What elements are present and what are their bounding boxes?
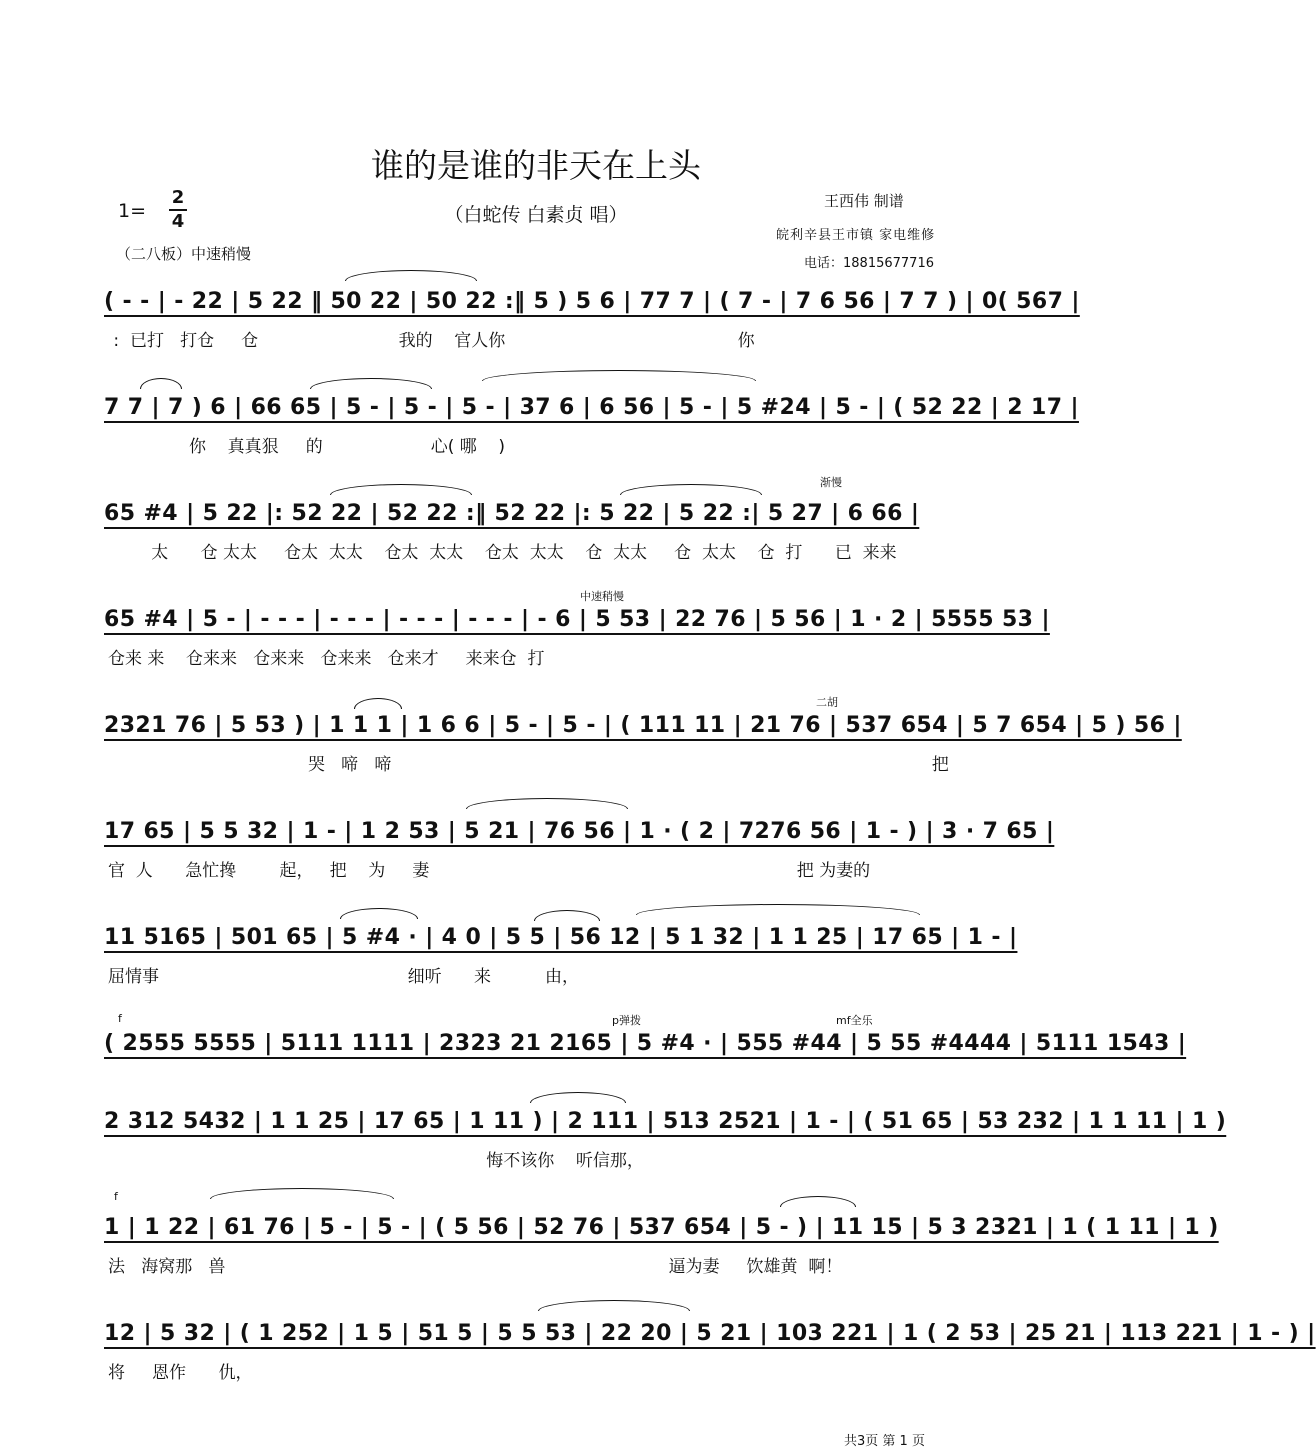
phone-number: 电话：18815677716	[804, 256, 934, 271]
time-signature	[168, 188, 188, 232]
page-footer: 共3页 第 1 页	[844, 1434, 925, 1449]
score-system-9	[0, 1098, 1227, 1204]
lyric-line: 哭 啼 啼 把	[108, 755, 949, 775]
notation-line: 7 7 | 7 ) 6 | 66 65 | 5 - | 5 - | 5 - | 37 6 | 6 56 | 5 - | 5 #24 | 5 - | ( 52 22 | 2 17 |	[104, 395, 1079, 420]
dynamic-annotation: p弹拨	[612, 1014, 641, 1027]
lyric-line: 将 恩作 仇，	[108, 1363, 253, 1383]
notation-line: 65 #4 | 5 22 |: 52 22 | 52 22 :‖ 52 22 |: 5 22 | 5 22 :| 5 27 | 6 66 |	[104, 501, 920, 526]
time-signature-bottom: 4	[171, 211, 185, 232]
dynamic-annotation: f	[114, 1190, 118, 1203]
score-system-3	[0, 476, 1072, 596]
score-system-11	[0, 1310, 1316, 1416]
page-title: 谁的是谁的非天在上头	[371, 146, 701, 185]
tempo-annotation: 中速稍慢	[580, 590, 624, 603]
notation-line: 65 #4 | 5 - | - - - | - - - | - - - | - - - | - 6 | 5 53 | 22 76 | 5 56 | 1 · 2 | 5555 53 |	[104, 607, 1050, 632]
score-system-1	[0, 278, 1080, 384]
tempo-marking: （二八板）中速稍慢	[116, 245, 252, 263]
dynamic-annotation: f	[118, 1012, 122, 1025]
notation-line: 1 | 1 22 | 61 76 | 5 - | 5 - | ( 5 56 | 52 76 | 537 654 | 5 - ) | 11 15 | 5 3 2321 | 1 ( 1 11 | 1 )	[104, 1215, 1219, 1240]
dynamic-annotation: mf全乐	[836, 1014, 873, 1027]
score-system-2	[0, 384, 1079, 490]
time-signature-top: 2	[171, 187, 185, 208]
notation-line: ( 2555 5555 | 5111 1111 | 2323 21 2165 | 5 #4 · | 555 #44 | 5 55 #4444 | 5111 1543 |	[104, 1031, 1187, 1056]
score-system-4	[0, 590, 1072, 702]
score-system-7	[0, 914, 1072, 1020]
slur-mark	[345, 270, 477, 281]
score-system-6	[0, 808, 1072, 914]
subtitle: （白蛇传 白素贞 唱）	[444, 204, 628, 226]
key-signature: 1=	[118, 200, 147, 222]
score-system-5	[0, 696, 1182, 808]
tempo-annotation: 渐慢	[820, 476, 842, 489]
lyric-line	[108, 1070, 968, 1096]
score-system-10	[0, 1190, 1219, 1310]
notation-line: 2321 76 | 5 53 ) | 1 1 1 | 1 6 6 | 5 - | 5 - | ( 111 11 | 21 76 | 537 654 | 5 7 654 | 5 ) 56 |	[104, 713, 1182, 738]
lyric-line: 官 人 急忙搀 起， 把 为 妻 把 为妻的	[108, 861, 871, 881]
instrument-annotation: 二胡	[816, 696, 838, 709]
shop-info: 皖利辛县王市镇 家电维修	[776, 228, 936, 243]
notation-line: 12 | 5 32 | ( 1 252 | 1 5 | 51 5 | 5 5 53 | 22 20 | 5 21 | 103 221 | 1 ( 2 53 | 25 21 | 113 221 | 1 - ) |	[104, 1321, 1316, 1346]
lyric-line: 悔不该你 听信那，	[108, 1151, 644, 1171]
lyric-line: 法 海窝那 兽 逼为妻 饮雄黄 啊！	[108, 1257, 843, 1277]
notation-line: 2 312 5432 | 1 1 25 | 17 65 | 1 11 ) | 2 111 | 513 2521 | 1 - | ( 51 65 | 53 232 | 1 1 11 | 1 )	[104, 1109, 1227, 1134]
lyric-line: 你 真真狠 的 心( 哪 )	[108, 437, 506, 457]
notation-line: ( - - | - 22 | 5 22 ‖ 50 22 | 50 22 :‖ 5 ) 5 6 | 77 7 | ( 7 - | 7 6 56 | 7 7 ) | 0( 567 |	[104, 289, 1080, 314]
arranger-credit: 王西伟 制谱	[824, 192, 904, 210]
notation-line: 11 5165 | 501 65 | 5 #4 · | 4 0 | 5 5 | 56 12 | 5 1 32 | 1 1 25 | 17 65 | 1 - |	[104, 925, 1018, 950]
lyric-line: : 已打 打仓 仓 我的 官人你 你	[108, 331, 755, 351]
lyric-line: 太 仓 太太 仓太 太太 仓太 太太 仓太 太太 仓 太太 仓 太太 仓 打 已 来来	[108, 543, 897, 563]
lyric-line: 仓来 来 仓来来 仓来来 仓来来 仓来才 来来仓 打	[108, 649, 545, 669]
lyric-line: 屈情事 细听 来 由，	[108, 967, 580, 987]
notation-line: 17 65 | 5 5 32 | 1 - | 1 2 53 | 5 21 | 76 56 | 1 · ( 2 | 7276 56 | 1 - ) | 3 · 7 65 |	[104, 819, 1055, 844]
